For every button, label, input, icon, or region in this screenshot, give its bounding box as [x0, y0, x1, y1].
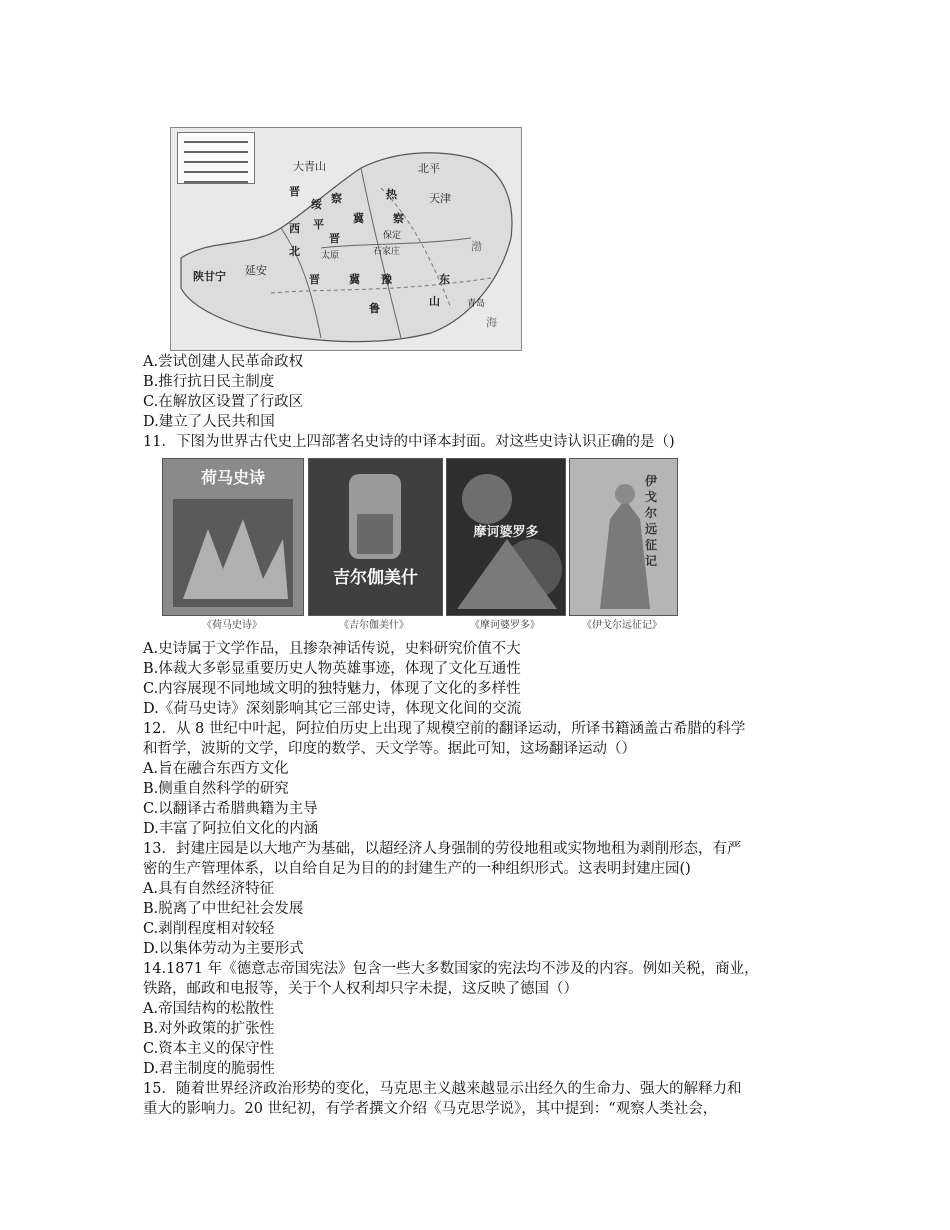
map-label: 山 [429, 295, 440, 308]
map-label: 青岛 [467, 299, 486, 309]
q12-stem-line: 和哲学，波斯的文学，印度的数学、天文学等。据此可知，这场翻译运动（） [143, 741, 636, 757]
q13-stem-line: 13．封建庄园是以大地产为基础，以超经济人身强制的劳役地租或实物地租为剥削形态，有严 [143, 841, 742, 857]
q14-stem-line: 14.1871 年《德意志帝国宪法》包含一些大多数国家的宪法均不涉及的内容。例如关税，商业， [143, 961, 759, 977]
map-label: 北平 [418, 162, 440, 175]
book-caption: 《摩诃婆罗多》 [470, 620, 540, 631]
book-caption: 《吉尔伽美什》 [339, 620, 409, 631]
q14-option-b: B.对外政策的扩张性 [143, 1021, 275, 1037]
book-cover-title: 摩诃婆罗多 [473, 525, 539, 540]
map-label: 察 [331, 192, 342, 205]
book-cover-title: 荷马史诗 [200, 468, 265, 487]
map-label: 石家庄 [373, 247, 401, 257]
map-label: 延安 [245, 264, 267, 277]
map-label: 热 [386, 188, 397, 201]
map-label: 天津 [429, 192, 451, 205]
map-label: 绥 [311, 198, 322, 211]
q10-option-c: C.在解放区设置了行政区 [143, 394, 304, 410]
map-label: 保定 [383, 231, 402, 241]
map-label: 太原 [321, 251, 340, 261]
map-label: 察 [393, 212, 404, 225]
q13-stem-line: 密的生产管理体系，以自给自足为目的的封建生产的一种组织形式。这表明封建庄园() [143, 861, 691, 877]
q13-option-c: C.剥削程度相对较轻 [143, 921, 275, 937]
q14-option-d: D.君主制度的脆弱性 [143, 1061, 275, 1077]
q13-option-d: D.以集体劳动为主要形式 [143, 941, 304, 957]
q15-stem-line: 重大的影响力。20 世纪初，有学者撰文介绍《马克思学说》，其中提到：“观察人类社会， [143, 1101, 718, 1117]
book-cover-mahabharata [446, 458, 566, 616]
map-label: 大青山 [293, 160, 326, 173]
book-cover-gilgamesh [308, 458, 443, 616]
map-label: 冀 [349, 273, 360, 286]
map-label: 冀 [353, 212, 364, 225]
q14-option-a: A.帝国结构的松散性 [143, 1001, 275, 1017]
q11-stem: 11．下图为世界古代史上四部著名史诗的中译本封面。对这些史诗认识正确的是（) [143, 434, 675, 450]
q10-option-a: A.尝试创建人民革命政权 [143, 354, 304, 370]
map-label: 豫 [381, 273, 392, 286]
q12-stem-line: 12．从 8 世纪中叶起，阿拉伯历史上出现了规模空前的翻译运动，所译书籍涵盖古希腊的科学 [143, 721, 746, 737]
map-label: 北 [289, 245, 300, 258]
map-label: 海 [486, 316, 497, 329]
map-label: 鲁 [369, 302, 380, 315]
q12-option-d: D.丰富了阿拉伯文化的内涵 [143, 821, 319, 837]
q10-option-d: D.建立了人民共和国 [143, 414, 275, 430]
q14-option-c: C.资本主义的保守性 [143, 1041, 275, 1057]
q10-option-b: B.推行抗日民主制度 [143, 374, 275, 390]
q14-stem-line: 铁路，邮政和电报等，关于个人权利却只字未提，这反映了德国（） [143, 981, 578, 997]
q11-option-c: C.内容展现不同地域文明的独特魅力，体现了文化的多样性 [143, 681, 521, 697]
book-cover-title: 吉尔伽美什 [333, 568, 418, 588]
map-label: 西 [289, 222, 300, 235]
q11-option-d: D.《荷马史诗》深刻影响其它三部史诗，体现文化间的交流 [143, 701, 522, 717]
map-label: 晋 [309, 273, 320, 286]
q12-option-a: A.旨在融合东西方文化 [143, 761, 289, 777]
q11-option-a: A.史诗属于文学作品，且掺杂神话传说，史料研究价值不大 [143, 641, 521, 657]
book-caption: 《荷马史诗》 [202, 620, 262, 631]
map-drawing [171, 128, 521, 350]
map-label: 渤 [471, 240, 482, 253]
q11-option-b: B.体裁大多彰显重要历史人物英雄事迹，体现了文化互通性 [143, 661, 521, 677]
q12-option-c: C.以翻译古希腊典籍为主导 [143, 801, 318, 817]
book-cover-title: 伊戈尔远征记 [644, 474, 657, 568]
map-label: 平 [313, 218, 324, 231]
map-label: 东 [439, 273, 450, 286]
map-label: 陕甘宁 [193, 270, 226, 283]
map-label: 晋 [329, 232, 340, 245]
q12-option-b: B.侧重自然科学的研究 [143, 781, 289, 797]
book-cover-homer [162, 458, 304, 616]
q13-option-b: B.脱离了中世纪社会发展 [143, 901, 304, 917]
q13-option-a: A.具有自然经济特征 [143, 881, 275, 897]
book-caption: 《伊戈尔远征记》 [582, 620, 662, 631]
book-cover-igor [569, 458, 678, 616]
map-figure [170, 127, 522, 351]
map-label: 晋 [289, 185, 300, 198]
q15-stem-line: 15．随着世界经济政治形势的变化，马克思主义越来越显示出经久的生命力、强大的解释力和 [143, 1081, 742, 1097]
